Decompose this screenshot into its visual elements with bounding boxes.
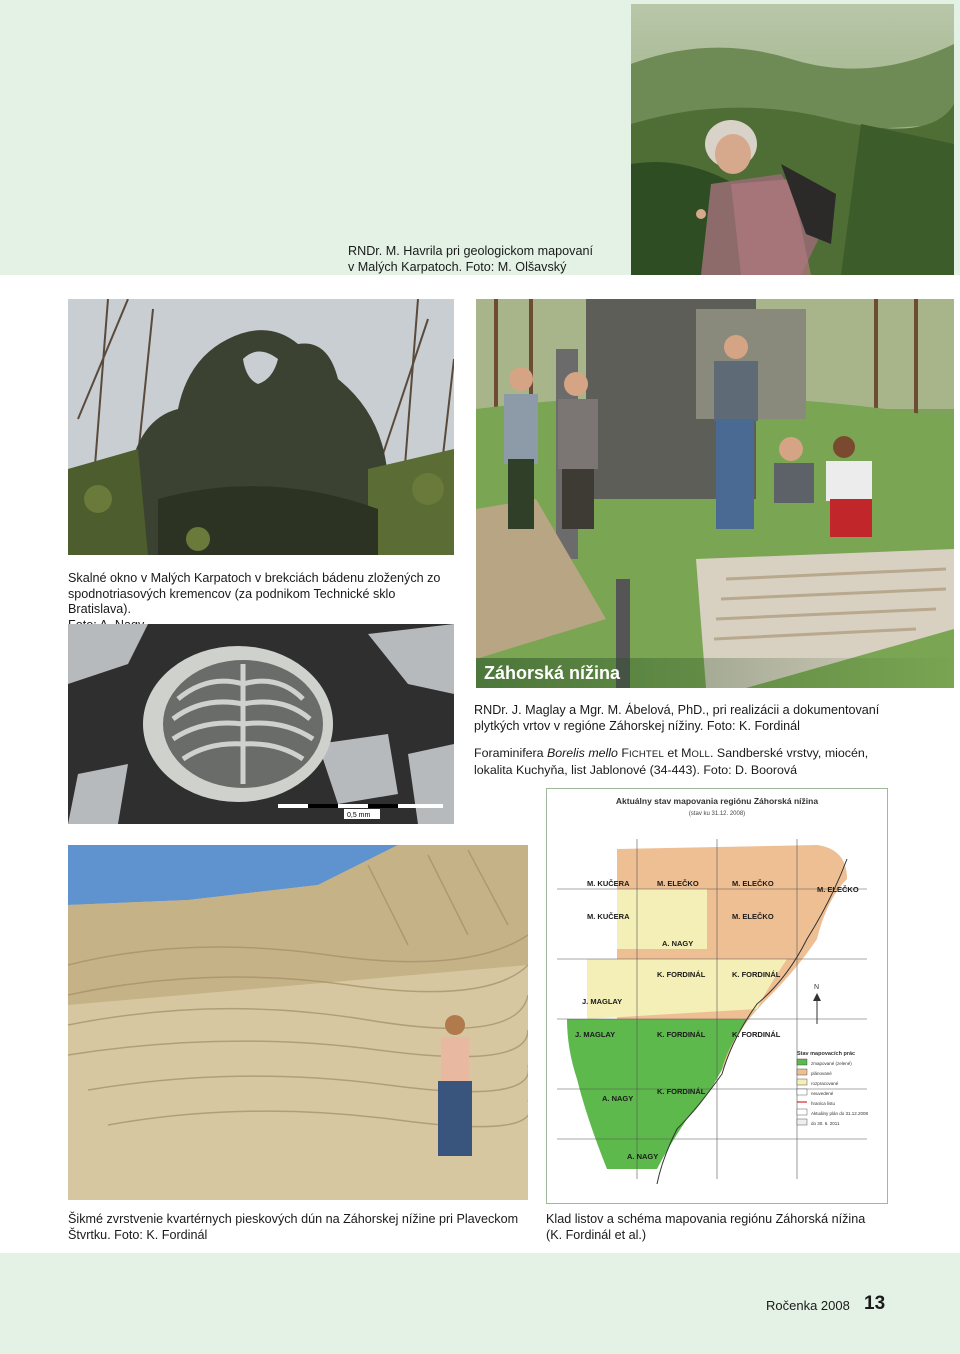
legend-item-1: plánované — [811, 1071, 832, 1076]
caption-dunes — [68, 1212, 538, 1243]
map-label-8: K. FORDINÁL — [732, 970, 781, 979]
map-title: Aktuálny stav mapovania regiónu Záhorská nížina — [615, 796, 819, 806]
map-legend — [797, 1051, 869, 1126]
map-label-6: A. NAGY — [662, 939, 694, 948]
map-subtitle: (stav ku 31.12. 2008) — [688, 811, 746, 817]
photo-rock-window — [68, 299, 454, 555]
photo-sand-dunes — [68, 845, 528, 1200]
photo-drilling-team — [476, 299, 954, 688]
legend-item-4: hranica listu — [811, 1101, 836, 1106]
foram-author2-smallcaps: OLL — [691, 749, 711, 760]
map-label-2: M. ELEČKO — [732, 879, 774, 888]
caption-dunes-line1: Šikmé zvrstvenie kvartérnych pieskových dún na Záhorskej nížine pri Plaveckom — [68, 1212, 519, 1226]
caption-havrila-line1: RNDr. M. Havrila pri geologickom mapovaní — [348, 244, 593, 258]
north-arrow — [813, 984, 821, 1024]
photo-foraminifera — [68, 624, 454, 824]
legend-item-0: zmapované (zelené) — [811, 1061, 852, 1066]
caption-rock-line1: Skalné okno v Malých Karpatoch v brekciách bádenu zložených zo — [68, 571, 441, 585]
caption-map-line2: (K. Fordinál et al.) — [546, 1227, 647, 1242]
map-label-12: K. FORDINÁL — [732, 1030, 781, 1039]
scale-bar-label: 0,5 mm — [347, 812, 371, 819]
caption-rock-line2: spodnotriasových kremencov (za podnikom Technické sklo Bratislava). — [68, 586, 396, 616]
map-label-5: M. ELEČKO — [732, 912, 774, 921]
map-label-0: M. KUČERA — [587, 879, 630, 888]
foram-author1-smallcaps: ICHTEL — [628, 749, 664, 760]
map-zahorska-nizina — [546, 788, 888, 1204]
map-label-1: M. ELEČKO — [657, 879, 699, 888]
caption-foram-line1 — [474, 746, 894, 763]
caption-havrila-line2: v Malých Karpatoch. Foto: M. Olšavský — [348, 259, 567, 274]
map-label-15: A. NAGY — [627, 1152, 659, 1161]
caption-map-line1: Klad listov a schéma mapovania regiónu Záhorská nížina — [546, 1212, 866, 1226]
map-label-10: J. MAGLAY — [575, 1030, 616, 1039]
legend-item-6: do 30. 6. 2011 — [811, 1121, 840, 1126]
foram-text-a: Foraminifera — [474, 746, 547, 760]
photo-havrila-mapping — [631, 4, 954, 275]
north-label: N — [814, 984, 820, 991]
foram-species: Borelis mello — [547, 746, 618, 760]
foram-text-d: . Sandberské vrstvy, miocén, — [710, 746, 869, 760]
caption-map — [546, 1212, 891, 1243]
legend-item-3: neuvedené — [811, 1091, 834, 1096]
map-label-13: A. NAGY — [602, 1094, 634, 1103]
caption-havrila — [348, 244, 618, 275]
legend-item-5: Aktuálny plán do 31.12.2008 — [811, 1111, 869, 1116]
caption-drilling-line1: RNDr. J. Maglay a Mgr. M. Ábelová, PhD., pri realizácii a dokumentovaní — [474, 703, 880, 717]
map-label-11: K. FORDINÁL — [657, 1030, 706, 1039]
caption-drilling — [474, 703, 894, 734]
map-label-14: K. FORDINÁL — [657, 1087, 706, 1096]
caption-dunes-line2: Štvrtku. Foto: K. Fordinál — [68, 1227, 208, 1242]
caption-drilling-line2: plytkých vrtov v regióne Záhorskej nížiny. Foto: K. Fordinál — [474, 718, 800, 733]
map-label-9: J. MAGLAY — [582, 997, 623, 1006]
caption-foram-line2: lokalita Kuchyňa, list Jablonové (34-443). Foto: D. Boorová — [474, 762, 798, 777]
caption-foraminifera — [474, 746, 894, 778]
page-number: 13 — [864, 1293, 886, 1314]
legend-item-2: rozpracované — [811, 1081, 839, 1086]
foram-text-b: F — [617, 746, 629, 760]
region-heading: Záhorská nížina — [476, 658, 960, 688]
foram-text-c: et M — [663, 746, 692, 760]
map-label-7: K. FORDINÁL — [657, 970, 706, 979]
legend-title: Stav mapovacích prác — [797, 1051, 856, 1057]
footer-yearbook-label: Ročenka 2008 — [766, 1298, 850, 1313]
map-label-4: M. KUČERA — [587, 912, 630, 921]
map-label-3: M. ELEČKO — [817, 885, 859, 894]
